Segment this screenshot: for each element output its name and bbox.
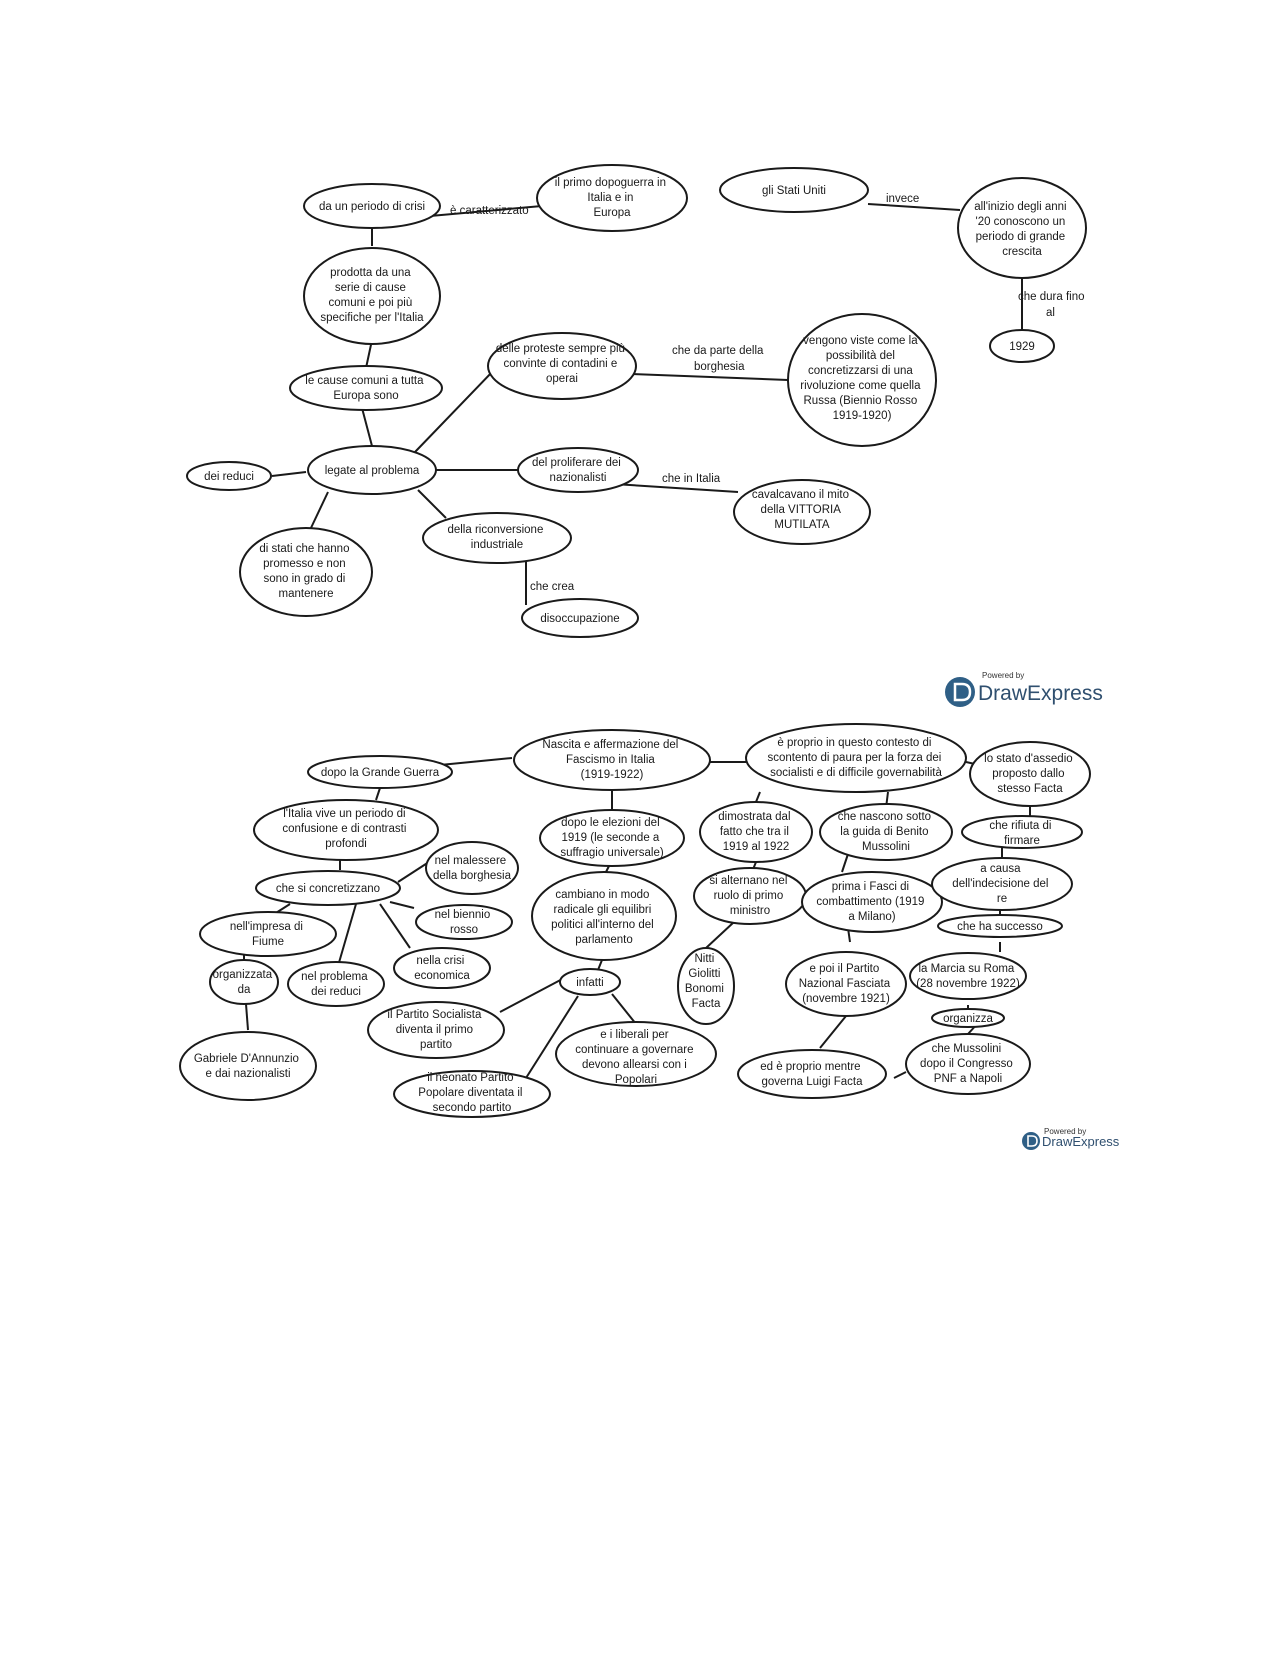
node-rifiuta bbox=[962, 816, 1082, 848]
edge bbox=[380, 904, 410, 948]
node-popolare bbox=[394, 1071, 550, 1117]
concept-map-1 bbox=[187, 165, 1103, 707]
map2-nodes bbox=[180, 724, 1090, 1117]
node-prodotta bbox=[304, 248, 440, 344]
node-riconversione bbox=[423, 513, 571, 563]
node-dopoguerra bbox=[537, 165, 687, 231]
watermark-1 bbox=[945, 671, 1103, 707]
edge bbox=[612, 994, 636, 1024]
svg-text:si alternano nel ruo: si alternano nel ruolo di primo ministro bbox=[709, 875, 788, 917]
svg-text:cambiano in modo rad: cambiano in modo radicale gli equilibri politici all'interno del parlamento bbox=[551, 889, 654, 946]
edge-label-crea: che crea bbox=[530, 581, 575, 593]
svg-text:delle proteste sempre più: delle proteste sempre più convinte di contadini e operai bbox=[495, 343, 625, 385]
svg-text:l'Italia vive un periodo di: l'Italia vive un periodo di confusione e di contrasti profondi bbox=[282, 808, 407, 850]
svg-text:disoccupazione: disoccupazione bbox=[540, 613, 620, 625]
edge bbox=[310, 492, 328, 530]
edge bbox=[598, 960, 602, 970]
node-problemareduci bbox=[288, 962, 384, 1006]
svg-text:dei reduci: dei reduci bbox=[204, 471, 254, 483]
node-indecisione bbox=[932, 858, 1072, 910]
node-crisi bbox=[304, 184, 440, 228]
svg-text:e poi il Partito Naz: e poi il Partito Nazional Fasciata (novembre 1921) bbox=[798, 963, 891, 1005]
edge-label-borghesia: che da parte della borghesia bbox=[672, 345, 764, 373]
svg-text:e i liberali per con: e i liberali per continuare a governare devono allearsi con i Popolari bbox=[575, 1029, 694, 1086]
node-congresso bbox=[906, 1034, 1030, 1094]
svg-text:della riconversione: della riconversione industriale bbox=[447, 524, 544, 551]
brand-label: DrawExpress bbox=[1042, 1134, 1120, 1149]
node-elezioni bbox=[540, 810, 684, 866]
svg-text:è proprio in questo contesto d: è proprio in questo contesto di scontento di paura per la forza dei socialisti e di difficile governabilità bbox=[767, 737, 942, 779]
edge bbox=[894, 1072, 906, 1078]
svg-text:del proliferare dei: del proliferare dei nazionalisti bbox=[531, 457, 621, 484]
svg-text:nella crisi economic: nella crisi economica bbox=[414, 955, 470, 982]
svg-text:legate al problema: legate al problema bbox=[324, 465, 420, 477]
svg-text:gli Stati Uniti: gli Stati Uniti bbox=[762, 185, 826, 197]
svg-text:che si concretizzano: che si concretizzano bbox=[275, 883, 381, 895]
edge bbox=[756, 792, 760, 802]
node-dannunzio bbox=[180, 1032, 316, 1100]
edge bbox=[338, 904, 356, 966]
svg-text:nel problema dei red: nel problema dei reduci bbox=[301, 971, 368, 998]
edge bbox=[390, 902, 414, 908]
svg-text:all'inizio degli anni: all'inizio degli anni '20 conoscono un periodo di grande crescita bbox=[974, 201, 1067, 258]
brand-label: DrawExpress bbox=[978, 682, 1103, 705]
svg-text:dopo le elezioni del: dopo le elezioni del 1919 (le seconde a suffragio universale) bbox=[560, 817, 664, 859]
node-successo bbox=[938, 915, 1062, 937]
node-liberali bbox=[556, 1022, 716, 1086]
node-malessere bbox=[426, 842, 518, 894]
svg-text:Nitti Giolitti: Nitti Giolitti Bonomi Facta bbox=[684, 953, 724, 1010]
node-contesto bbox=[746, 724, 966, 792]
svg-text:di stati che hanno p: di stati che hanno promesso e non sono in grado di mantenere bbox=[259, 543, 350, 600]
node-1929 bbox=[990, 330, 1054, 362]
svg-text:dimostrata dal fatto: dimostrata dal fatto che tra il 1919 al 1922 bbox=[718, 811, 791, 853]
node-facta bbox=[738, 1050, 886, 1098]
node-stati bbox=[240, 528, 372, 616]
edge bbox=[500, 976, 568, 1012]
node-reduci bbox=[187, 462, 271, 490]
svg-text:che rifiuta di firma: che rifiuta di firmare bbox=[989, 820, 1052, 847]
svg-text:dopo la Grande Guerra: dopo la Grande Guerra bbox=[320, 767, 440, 779]
node-partito bbox=[786, 952, 906, 1016]
node-alternano bbox=[694, 868, 806, 924]
svg-text:Gabriele D'Annunzio: Gabriele D'Annunzio e dai nazionalisti bbox=[193, 1053, 299, 1080]
svg-text:organizza: organizza bbox=[943, 1013, 993, 1025]
node-nazionalisti bbox=[518, 448, 638, 492]
edge bbox=[246, 1004, 248, 1030]
node-crisieconomica bbox=[394, 948, 490, 988]
edge-label-dura: che dura fino al bbox=[1018, 291, 1085, 319]
svg-text:infatti: infatti bbox=[576, 977, 604, 989]
svg-text:il Partito Socialista: il Partito Socialista diventa il primo partito bbox=[387, 1009, 482, 1051]
svg-text:prima i Fasci di com: prima i Fasci di combattimento (1919 a Milano) bbox=[816, 881, 925, 923]
svg-text:che ha successo: che ha successo bbox=[957, 921, 1043, 933]
node-infatti bbox=[560, 969, 620, 995]
edge bbox=[418, 490, 446, 518]
edge-label-caratterizzato: è caratterizzato bbox=[450, 205, 529, 217]
edge bbox=[440, 758, 512, 765]
edge bbox=[272, 472, 306, 476]
edge bbox=[842, 854, 848, 872]
node-nascono bbox=[820, 804, 952, 860]
edge bbox=[706, 922, 734, 948]
map1-nodes bbox=[187, 165, 1086, 637]
node-cambiano bbox=[532, 872, 676, 960]
svg-text:nel malessere della: nel malessere della borghesia bbox=[432, 855, 512, 882]
powered-by-label: Powered by bbox=[982, 671, 1025, 680]
node-organizza bbox=[932, 1009, 1004, 1027]
svg-text:le cause comuni a tutta: le cause comuni a tutta Europa sono bbox=[305, 375, 424, 402]
node-organizzata bbox=[210, 960, 278, 1004]
node-disoccupazione bbox=[522, 599, 638, 637]
edge-label-italia: che in Italia bbox=[662, 473, 721, 485]
node-vittoria bbox=[734, 480, 870, 544]
svg-text:1929: 1929 bbox=[1009, 341, 1035, 353]
svg-text:cavalcavano il mito: cavalcavano il mito della VITTORIA MUTILATA bbox=[751, 489, 849, 531]
node-confusione bbox=[254, 800, 438, 860]
node-socialista bbox=[368, 1002, 504, 1058]
edge-label-invece: invece bbox=[886, 193, 920, 205]
node-biennio bbox=[416, 905, 512, 939]
svg-text:prodotta da una seri: prodotta da una serie di cause comuni e poi più specifiche per l'Italia bbox=[320, 267, 424, 324]
svg-text:ed è proprio mentre: ed è proprio mentre governa Luigi Facta bbox=[760, 1061, 863, 1088]
node-stati-uniti bbox=[720, 168, 868, 212]
node-fasci bbox=[802, 872, 942, 932]
node-crescita bbox=[958, 178, 1086, 278]
svg-text:la Marcia su Roma (2: la Marcia su Roma (28 novembre 1922) bbox=[916, 963, 1020, 990]
svg-text:che nascono sotto la: che nascono sotto la guida di Benito Mussolini bbox=[837, 811, 932, 853]
concept-map-2 bbox=[180, 724, 1120, 1150]
svg-text:lo stato d'assedio p: lo stato d'assedio proposto dallo stesso Facta bbox=[984, 753, 1073, 795]
node-concretizzano bbox=[256, 871, 400, 905]
svg-text:il neonato Partito P: il neonato Partito Popolare diventata il secondo partito bbox=[418, 1072, 523, 1114]
svg-text:organizzata da: organizzata da bbox=[212, 969, 273, 996]
watermark-2 bbox=[1022, 1127, 1120, 1150]
node-rivoluzione bbox=[788, 314, 936, 446]
edge bbox=[632, 374, 788, 380]
node-legate bbox=[308, 446, 436, 494]
node-grandeguerra bbox=[308, 756, 452, 788]
node-nascita bbox=[514, 730, 710, 790]
svg-text:vengono viste come la: vengono viste come la possibilità del concretizzarsi di una rivoluzione come quella Russa (Biennio Rosso 1919-1920) bbox=[800, 335, 921, 422]
edge bbox=[614, 484, 738, 492]
node-nitti bbox=[678, 948, 734, 1024]
svg-text:a causa dell'indecis: a causa dell'indecisione del re bbox=[952, 863, 1049, 905]
node-dimostrata bbox=[700, 802, 812, 862]
svg-text:che Mussolini dopo i: che Mussolini dopo il Congresso PNF a Napoli bbox=[920, 1043, 1013, 1085]
node-fiume bbox=[200, 912, 336, 956]
node-proteste bbox=[488, 333, 636, 399]
edge bbox=[376, 788, 380, 800]
svg-text:nel biennio rosso: nel biennio rosso bbox=[434, 909, 491, 936]
edge bbox=[362, 408, 372, 446]
edge bbox=[820, 1016, 846, 1048]
svg-text:Nascita e affermazione del: Nascita e affermazione del Fascismo in Italia (1919-1922) bbox=[542, 739, 679, 781]
node-assedio bbox=[970, 742, 1090, 806]
svg-text:nell'impresa di Fium: nell'impresa di Fiume bbox=[229, 921, 303, 948]
node-cause bbox=[290, 366, 442, 410]
svg-text:da un periodo di crisi: da un periodo di crisi bbox=[318, 201, 426, 213]
svg-text:il primo dopoguerra in: il primo dopoguerra in Italia e in Europa bbox=[554, 177, 667, 219]
node-marcia bbox=[910, 953, 1026, 999]
powered-by-label: Powered by bbox=[1044, 1127, 1087, 1136]
